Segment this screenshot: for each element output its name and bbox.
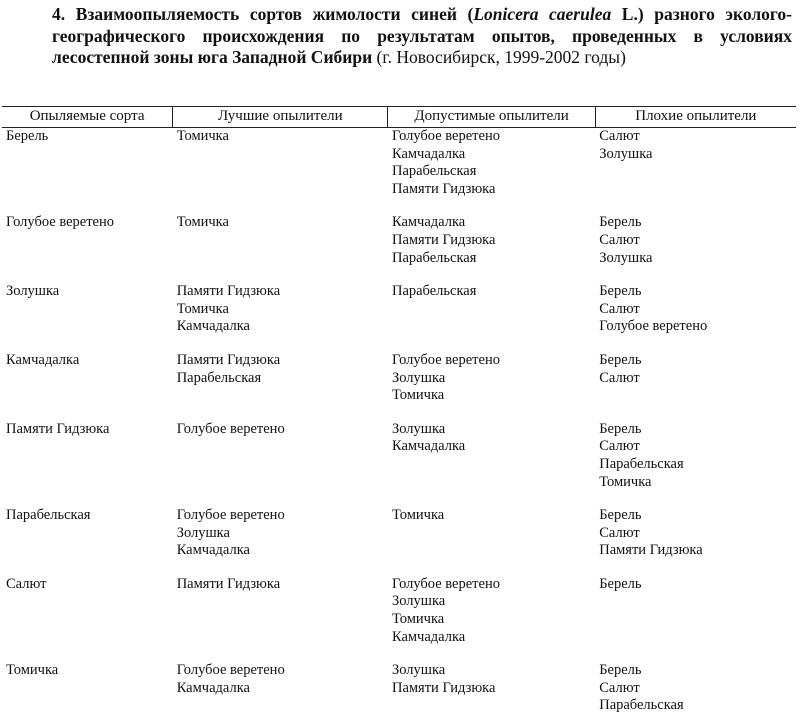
pollinator-item: Берель <box>599 662 796 680</box>
variety-cell: Парабельская <box>2 507 173 576</box>
best-pollinators-cell <box>173 352 388 421</box>
table-header-row <box>2 107 796 128</box>
pollinator-item: Салют <box>599 232 796 250</box>
header-pollinated-varieties: Опыляемые сорта <box>2 107 173 128</box>
table-number: 4. <box>52 4 65 24</box>
pollinator-item: Берель <box>599 421 796 439</box>
pollinator-item: Золушка <box>599 250 796 268</box>
pollinator-item: Камчадалка <box>392 629 595 647</box>
pollinator-item: Томичка <box>177 214 388 232</box>
pollinator-item: Томичка <box>392 387 595 405</box>
poor-pollinators-cell <box>595 352 796 421</box>
pollinator-item: Парабельская <box>392 163 595 181</box>
pollinator-item: Памяти Гидзюка <box>177 352 388 370</box>
header-poor-pollinators: Плохие опылители <box>595 107 796 128</box>
acceptable-pollinators-cell <box>388 214 595 283</box>
variety-cell: Памяти Гидзюка <box>2 421 173 507</box>
pollinator-item: Томичка <box>392 611 595 629</box>
pollinator-item: Берель <box>599 352 796 370</box>
acceptable-pollinators-cell <box>388 507 595 576</box>
variety-cell: Берель <box>2 128 173 215</box>
pollinator-item: Золушка <box>392 662 595 680</box>
pollinator-item: Томичка <box>392 507 595 525</box>
poor-pollinators-cell <box>595 214 796 283</box>
poor-pollinators-cell <box>595 507 796 576</box>
pollinator-item: Голубое веретено <box>599 318 796 336</box>
pollinator-item: Салют <box>599 128 796 146</box>
pollinator-item: Салют <box>599 525 796 543</box>
variety-cell: Золушка <box>2 283 173 352</box>
pollinator-item: Томичка <box>177 128 388 146</box>
table-row <box>2 421 796 507</box>
pollinator-item: Памяти Гидзюка <box>599 542 796 560</box>
caption-bold-part-2: L.) разного эколого-географического происхождения по результатам опытов, проведенных в условиях лесостепной зоны юга Западной Сибири <box>52 4 792 67</box>
pollinator-item: Камчадалка <box>177 318 388 336</box>
best-pollinators-cell <box>173 421 388 507</box>
best-pollinators-cell <box>173 662 388 715</box>
pollinator-item: Голубое веретено <box>177 662 388 680</box>
variety-cell: Камчадалка <box>2 352 173 421</box>
variety-cell: Салют <box>2 576 173 662</box>
pollinator-item: Голубое веретено <box>177 421 388 439</box>
pollinator-item: Салют <box>599 370 796 388</box>
table-body <box>2 128 796 715</box>
table-row <box>2 662 796 715</box>
caption-bold-part-1: Взаимоопыляемость сортов жимолости синей ( <box>76 4 474 24</box>
pollinator-item: Памяти Гидзюка <box>392 181 595 199</box>
pollinator-item: Золушка <box>599 146 796 164</box>
pollinator-item: Золушка <box>392 593 595 611</box>
pollinator-item: Камчадалка <box>392 214 595 232</box>
pollinator-item: Голубое веретено <box>177 507 388 525</box>
pollinator-item: Томичка <box>599 474 796 492</box>
pollinator-item: Камчадалка <box>392 146 595 164</box>
poor-pollinators-cell <box>595 421 796 507</box>
pollinator-item: Парабельская <box>599 456 796 474</box>
pollinator-item: Парабельская <box>599 697 796 715</box>
pollinator-item: Голубое веретено <box>392 576 595 594</box>
acceptable-pollinators-cell <box>388 576 595 662</box>
poor-pollinators-cell <box>595 283 796 352</box>
pollinator-item: Памяти Гидзюка <box>177 576 388 594</box>
acceptable-pollinators-cell <box>388 283 595 352</box>
pollinator-item: Парабельская <box>392 283 595 301</box>
pollinator-item: Томичка <box>177 301 388 319</box>
caption-location-years: (г. Новосибирск, 1999-2002 годы) <box>372 47 626 67</box>
best-pollinators-cell <box>173 507 388 576</box>
pollinator-item: Берель <box>599 576 796 594</box>
acceptable-pollinators-cell <box>388 352 595 421</box>
pollinator-item: Салют <box>599 680 796 698</box>
variety-cell: Томичка <box>2 662 173 715</box>
best-pollinators-cell <box>173 128 388 215</box>
header-best-pollinators: Лучшие опылители <box>173 107 388 128</box>
poor-pollinators-cell <box>595 128 796 215</box>
pollinator-item: Салют <box>599 438 796 456</box>
variety-cell: Голубое веретено <box>2 214 173 283</box>
best-pollinators-cell <box>173 214 388 283</box>
pollinator-item: Золушка <box>177 525 388 543</box>
table-caption <box>52 4 792 69</box>
pollination-table <box>2 106 796 715</box>
pollinator-item: Парабельская <box>177 370 388 388</box>
pollinator-item: Голубое веретено <box>392 128 595 146</box>
pollinator-item: Памяти Гидзюка <box>392 680 595 698</box>
pollinator-item: Берель <box>599 214 796 232</box>
pollinator-item: Золушка <box>392 421 595 439</box>
pollinator-item: Камчадалка <box>177 680 388 698</box>
table-row <box>2 214 796 283</box>
pollinator-item: Голубое веретено <box>392 352 595 370</box>
pollinator-item: Берель <box>599 283 796 301</box>
acceptable-pollinators-cell <box>388 128 595 215</box>
pollinator-item: Парабельская <box>392 250 595 268</box>
pollinator-item: Камчадалка <box>392 438 595 456</box>
header-acceptable-pollinators: Допустимые опылители <box>388 107 595 128</box>
caption-latin-name: Lonicera caerulea <box>473 4 611 24</box>
pollinator-item: Памяти Гидзюка <box>177 283 388 301</box>
pollinator-item: Памяти Гидзюка <box>392 232 595 250</box>
pollinator-item: Камчадалка <box>177 542 388 560</box>
poor-pollinators-cell <box>595 662 796 715</box>
table-row <box>2 352 796 421</box>
acceptable-pollinators-cell <box>388 662 595 715</box>
table-row <box>2 507 796 576</box>
table-row <box>2 576 796 662</box>
poor-pollinators-cell <box>595 576 796 662</box>
best-pollinators-cell <box>173 576 388 662</box>
table-row <box>2 283 796 352</box>
pollinator-item: Золушка <box>392 370 595 388</box>
best-pollinators-cell <box>173 283 388 352</box>
pollinator-item: Берель <box>599 507 796 525</box>
pollinator-item: Салют <box>599 301 796 319</box>
table-row <box>2 128 796 215</box>
acceptable-pollinators-cell <box>388 421 595 507</box>
